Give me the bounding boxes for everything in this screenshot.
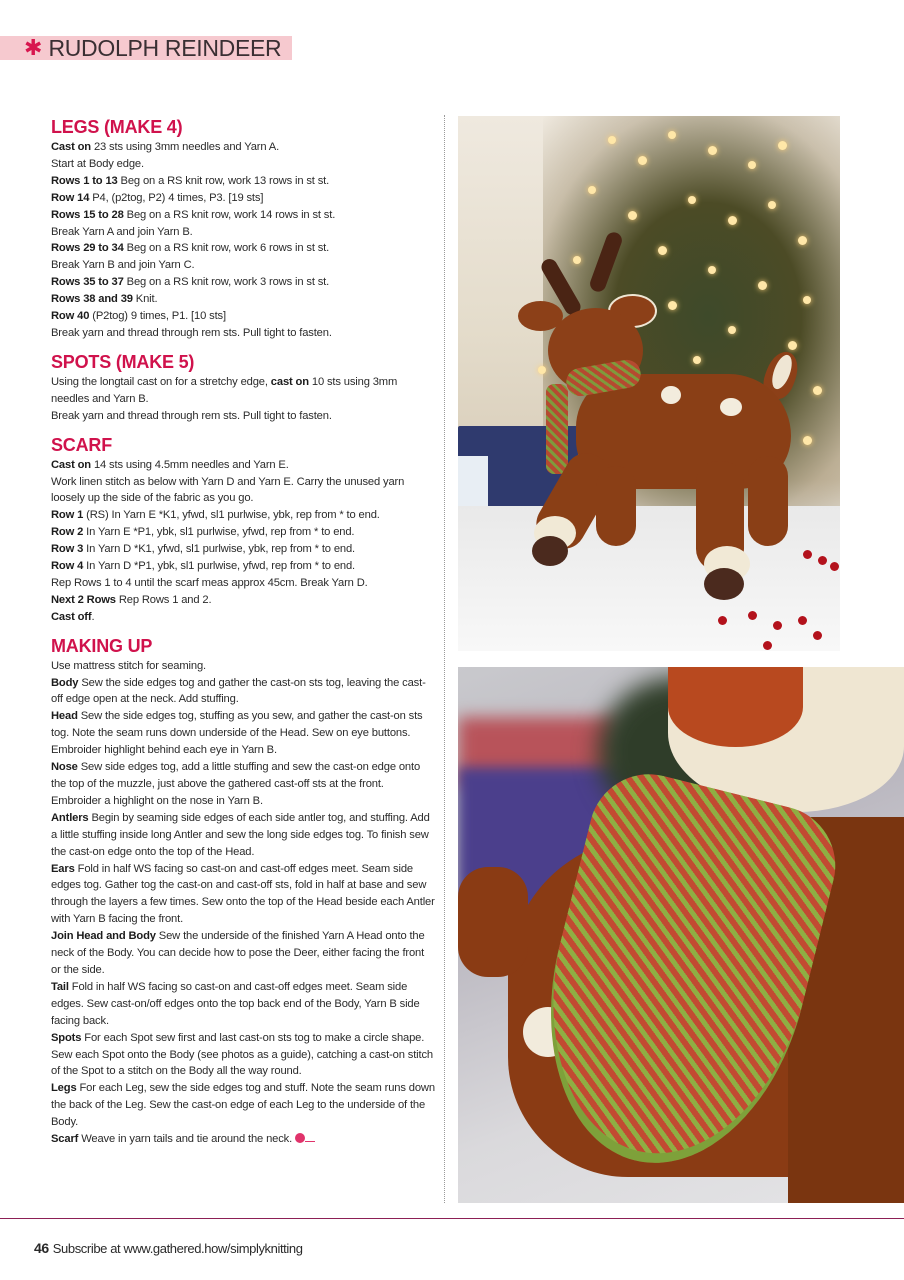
instruction-line: Antlers Begin by seaming side edges of each side antler tog, and stuffing. Add a little stuffing inside long Antler and sew the long side edges tog. To finish sew the cast-on edge onto the top of the Head. — [51, 811, 430, 858]
header-band — [0, 36, 292, 60]
instruction-line: Ears Fold in half WS facing so cast-on and cast-off edges meet. Seam side edges tog. Gather tog the cast-on and cast-off sts, fold in half at base and sew through the layers a few times. Sew onto the top of the Head beside each Antler with Yarn B facing the front. — [51, 862, 435, 926]
section-title: SPOTS (MAKE 5) — [51, 351, 195, 372]
instruction-line: Cast on 23 sts using 3mm needles and Yarn A. — [51, 141, 280, 153]
section-legs — [51, 116, 436, 342]
section-title: MAKING UP — [51, 635, 153, 656]
instruction-line: Break yarn and thread through rem sts. Pull tight to fasten. — [51, 326, 332, 339]
instruction-line: Body Sew the side edges tog and gather the cast-on sts tog, leaving the cast-off edge open at the neck. Add stuffing. — [51, 676, 426, 706]
instruction-line: Break Yarn A and join Yarn B. — [51, 225, 193, 238]
section-title: SCARF — [51, 434, 112, 455]
section-title: LEGS (MAKE 4) — [51, 117, 183, 137]
yarn-thread-icon — [305, 1141, 315, 1142]
section-scarf — [51, 434, 436, 626]
instruction-line: Row 14 P4, (p2tog, P2) 4 times, P3. [19 sts] — [51, 191, 264, 204]
instruction-line: Legs For each Leg, sew the side edges tog and stuff. Note the seam runs down the back of the Leg. Sew the cast-on edge of each Leg to the underside of the Body. — [51, 1082, 435, 1129]
instruction-line: Rows 1 to 13 Beg on a RS knit row, work 13 rows in st st. — [51, 174, 330, 187]
instruction-line: Scarf Weave in yarn tails and tie around the neck. — [51, 1131, 436, 1148]
instruction-line: Row 1 (RS) In Yarn E *K1, yfwd, sl1 purlwise, ybk, rep from * to end. — [51, 509, 380, 522]
instruction-line: Rows 35 to 37 Beg on a RS knit row, work 3 rows in st st. — [51, 276, 330, 289]
section-spots — [51, 351, 436, 425]
instruction-line: Head Sew the side edges tog, stuffing as you sew, and gather the cast-on sts tog. Note the seam runs down underside of the Head. Sew on eye buttons. Embroider highlight behind each eye in Yarn B. — [51, 710, 423, 757]
instruction-line: Tail Fold in half WS facing so cast-on and cast-off edges meet. Seam side edges. Sew cast-on/off edges onto the top back end of the Body, Yarn B side facing back. — [51, 980, 420, 1027]
scarf-closeup-photo — [458, 667, 904, 1203]
page-number: 46 — [34, 1240, 49, 1256]
knitted-reindeer-photo — [458, 116, 840, 651]
instruction-line: Spots For each Spot sew first and last cast-on sts tog to make a circle shape. Sew each Spot onto the Body (see photos as a guide), catching a cast-on stitch of the Spot to a stitch on the Body all the way round. — [51, 1031, 433, 1078]
reindeer-nose — [668, 667, 803, 747]
instruction-line: Row 4 In Yarn D *P1, ybk, sl1 purlwise, yfwd, rep from * to end. — [51, 560, 355, 573]
page-footer — [34, 1240, 303, 1256]
instruction-line: Nose Sew side edges tog, add a little stuffing and sew the cast-on edge onto the top of the muzzle, just above the gathered cast-off sts at the front. Embroider a highlight on the nose in Yarn B. — [51, 761, 421, 807]
instruction-line: Use mattress stitch for seaming. — [51, 659, 206, 672]
section-making-up — [51, 635, 436, 1148]
page-title: RUDOLPH REINDEER — [48, 35, 282, 61]
footer-rule — [0, 1218, 904, 1219]
instruction-line: Cast on 14 sts using 4.5mm needles and Yarn E. — [51, 458, 289, 471]
instruction-line: Using the longtail cast on for a stretchy edge, cast on 10 sts using 3mm needles and Yarn B. — [51, 375, 398, 405]
instruction-line: Start at Body edge. — [51, 157, 144, 170]
instruction-line: Row 3 In Yarn D *K1, yfwd, sl1 purlwise, ybk, rep from * to end. — [51, 543, 355, 556]
instruction-line: Break Yarn B and join Yarn C. — [51, 259, 195, 272]
instruction-line: Rep Rows 1 to 4 until the scarf meas approx 45cm. Break Yarn D. — [51, 576, 368, 589]
pattern-text-column — [51, 116, 436, 1157]
instruction-line: Cast off. — [51, 610, 95, 623]
yarn-ball-icon — [295, 1133, 305, 1143]
subscribe-link[interactable]: Subscribe at www.gathered.how/simplyknitting — [52, 1241, 303, 1256]
instruction-line: Row 40 (P2tog) 9 times, P1. [10 sts] — [51, 310, 226, 323]
instruction-line: Join Head and Body Sew the underside of the finished Yarn A Head onto the neck of the Body. You can decide how to pose the Deer, either facing the front or the side. — [51, 930, 425, 976]
asterisk-star-icon: ✱ — [24, 35, 43, 60]
instruction-line: Work linen stitch as below with Yarn D and Yarn E. Carry the unused yarn loosely up the side of the fabric as you go. — [51, 475, 405, 505]
instruction-line: Next 2 Rows Rep Rows 1 and 2. — [51, 593, 212, 606]
instruction-line: Rows 29 to 34 Beg on a RS knit row, work 6 rows in st st. — [51, 242, 330, 255]
instruction-line: Break yarn and thread through rem sts. Pull tight to fasten. — [51, 409, 332, 422]
instruction-line: Row 2 In Yarn E *P1, ybk, sl1 purlwise, yfwd, rep from * to end. — [51, 526, 355, 539]
column-divider — [444, 115, 445, 1203]
instruction-line: Rows 38 and 39 Knit. — [51, 293, 158, 306]
instruction-line: Rows 15 to 28 Beg on a RS knit row, work 14 rows in st st. — [51, 208, 336, 221]
